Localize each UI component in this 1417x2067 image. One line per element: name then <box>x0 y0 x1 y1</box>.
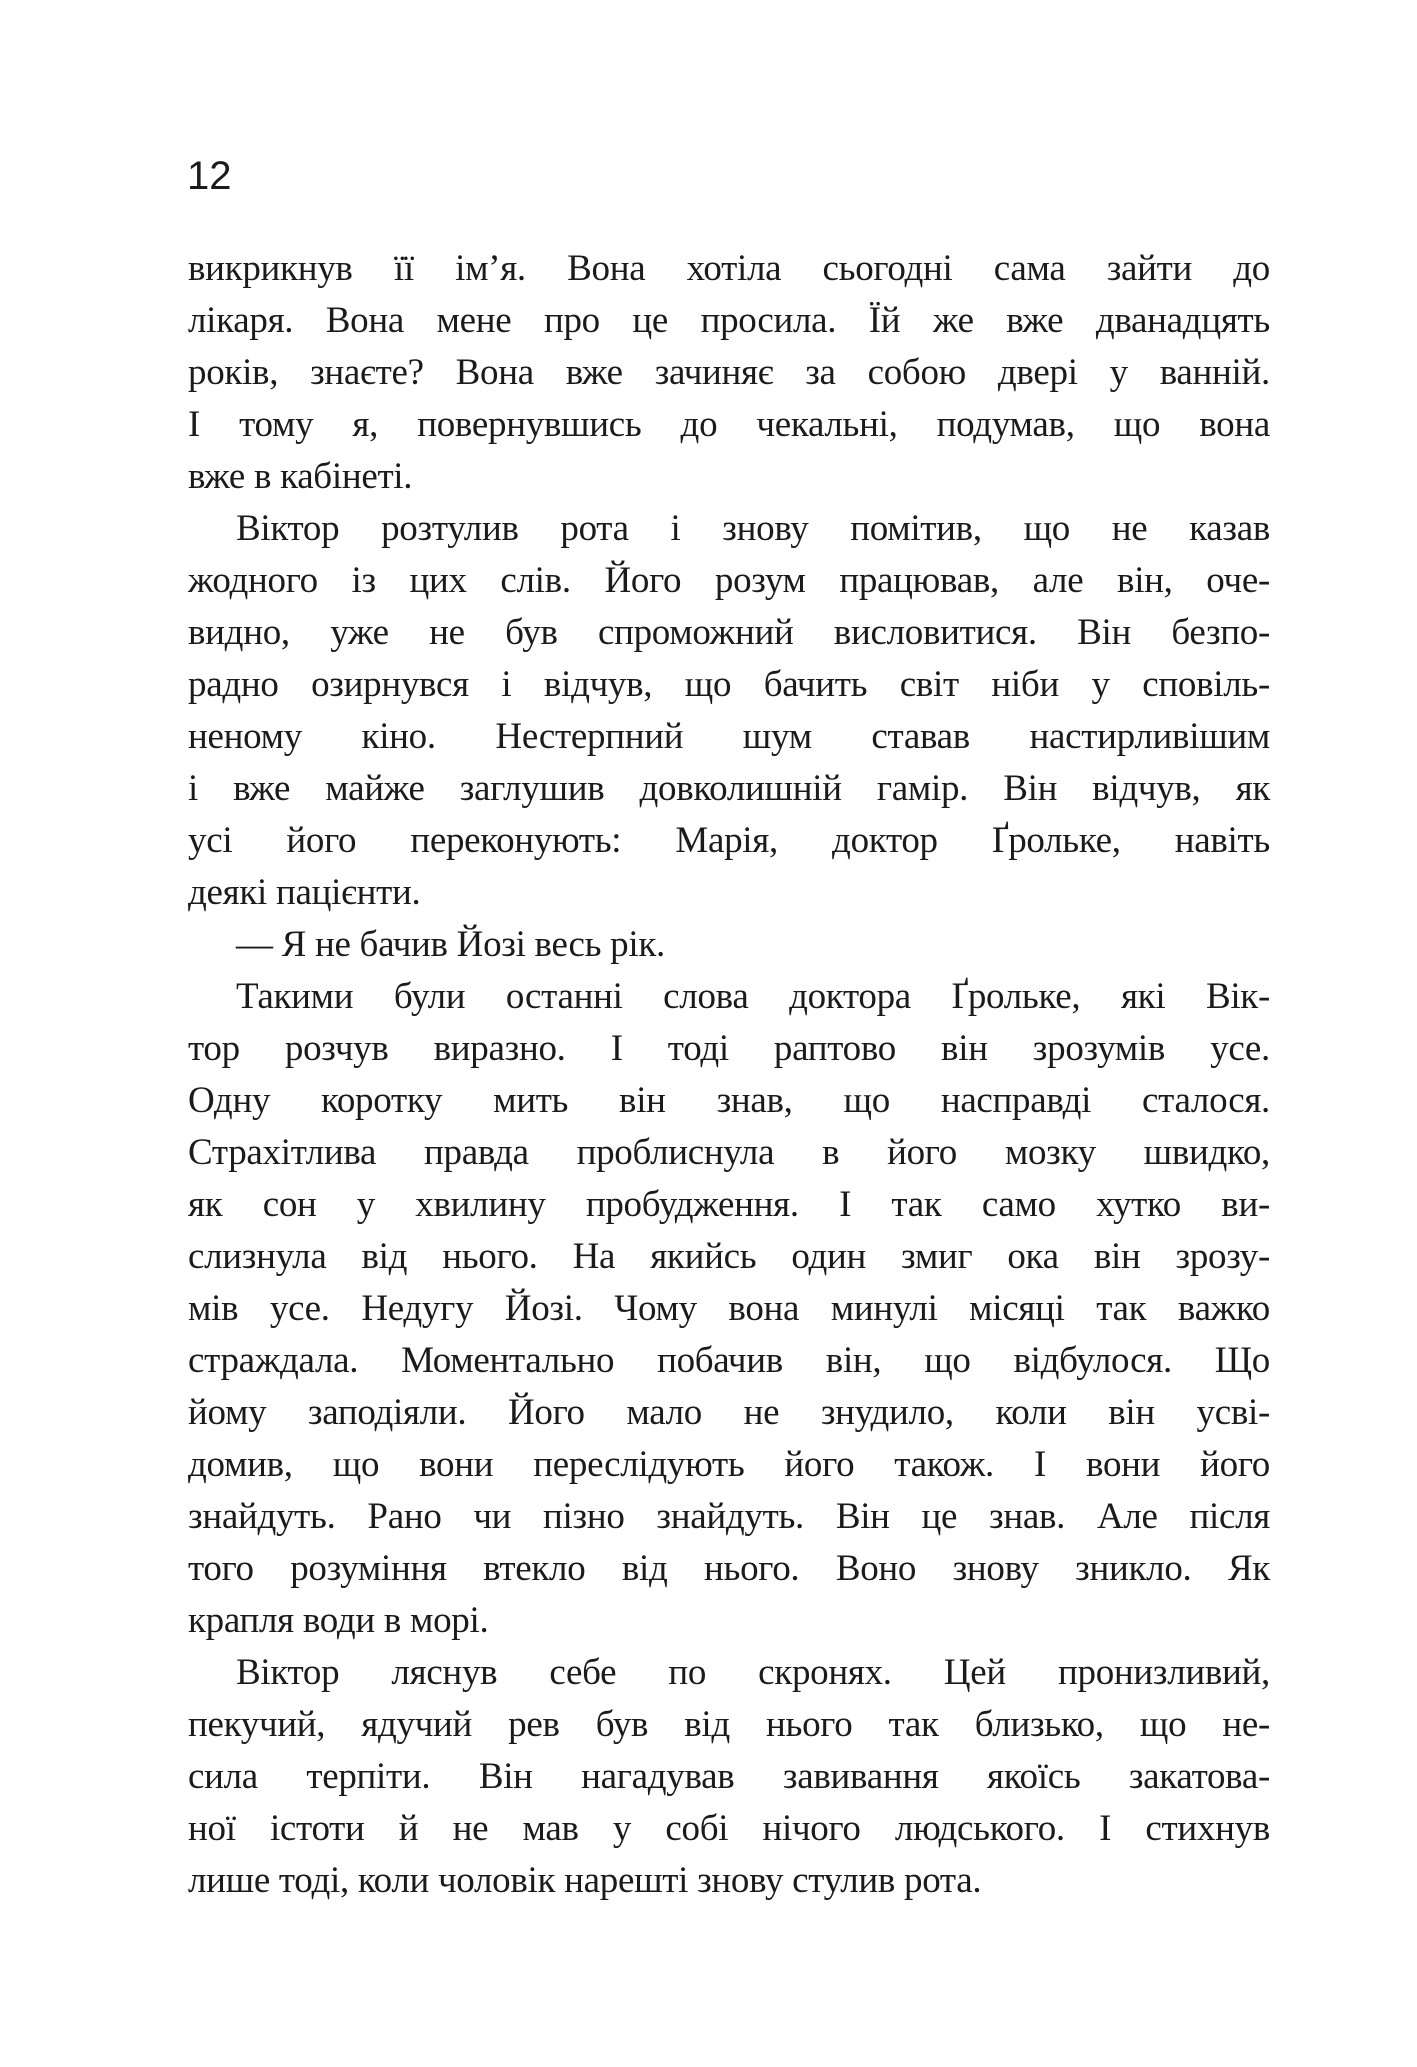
page-number: 12 <box>187 154 232 198</box>
text-line: Віктор розтулив рота і знову помітив, що не казав <box>236 508 1270 549</box>
text-line: слизнула від нього. На якийсь один змиг ока він зрозу- <box>188 1236 1270 1277</box>
text-line: жодного із цих слів. Його розум працював, але він, оче- <box>188 560 1270 601</box>
text-line: крапля води в морі. <box>188 1600 489 1641</box>
text-line: пекучий, ядучий рев був від нього так близько, що не- <box>188 1704 1270 1745</box>
text-line: лише тоді, коли чоловік нарешті знову стулив рота. <box>188 1860 982 1901</box>
text-line: Страхітлива правда проблиснула в його мозку швидко, <box>188 1132 1270 1173</box>
text-line: І тому я, повернувшись до чекальні, подумав, що вона <box>188 404 1270 445</box>
text-line: вже в кабінеті. <box>188 456 413 497</box>
text-line: мів усе. Недугу Йозі. Чому вона минулі місяці так важко <box>188 1288 1270 1329</box>
text-line: — Я не бачив Йозі весь рік. <box>236 924 665 965</box>
text-line: лікаря. Вона мене про це просила. Їй же вже дванадцять <box>188 300 1270 341</box>
text-line: тор розчув виразно. І тоді раптово він зрозумів усе. <box>188 1028 1270 1069</box>
text-line: сила терпіти. Він нагадував завивання якоїсь закатова- <box>188 1756 1270 1797</box>
text-line: ної істоти й не мав у собі нічого людського. І стихнув <box>188 1808 1270 1849</box>
text-line: викрикнув її ім’я. Вона хотіла сьогодні сама зайти до <box>188 248 1270 289</box>
text-line: Віктор ляснув себе по скронях. Цей пронизливий, <box>236 1652 1270 1693</box>
text-line: і вже майже заглушив довколишній гамір. Він відчув, як <box>188 768 1270 809</box>
text-line: як сон у хвилину пробудження. І так само хутко ви- <box>188 1184 1270 1225</box>
body-text <box>188 243 1270 1907</box>
text-line: домив, що вони переслідують його також. І вони його <box>188 1444 1270 1485</box>
text-line: Одну коротку мить він знав, що насправді сталося. <box>188 1080 1270 1121</box>
text-line: Такими були останні слова доктора Ґрольке, які Вік- <box>236 976 1270 1017</box>
text-line: того розуміння втекло від нього. Воно знову зникло. Як <box>188 1548 1270 1589</box>
text-line: страждала. Моментально побачив він, що відбулося. Що <box>188 1340 1270 1381</box>
text-line: знайдуть. Рано чи пізно знайдуть. Він це знав. Але після <box>188 1496 1270 1537</box>
text-line: усі його переконують: Марія, доктор Ґрольке, навіть <box>188 820 1270 861</box>
text-line: деякі пацієнти. <box>188 872 421 913</box>
text-line: років, знаєте? Вона вже зачиняє за собою двері у ванній. <box>188 352 1270 393</box>
text-line: видно, уже не був спроможний висловитися. Він безпо- <box>188 612 1270 653</box>
text-line: радно озирнувся і відчув, що бачить світ ніби у сповіль- <box>188 664 1270 705</box>
text-line: йому заподіяли. Його мало не знудило, коли він усві- <box>188 1392 1270 1433</box>
text-line: неному кіно. Нестерпний шум ставав настирливішим <box>188 716 1270 757</box>
